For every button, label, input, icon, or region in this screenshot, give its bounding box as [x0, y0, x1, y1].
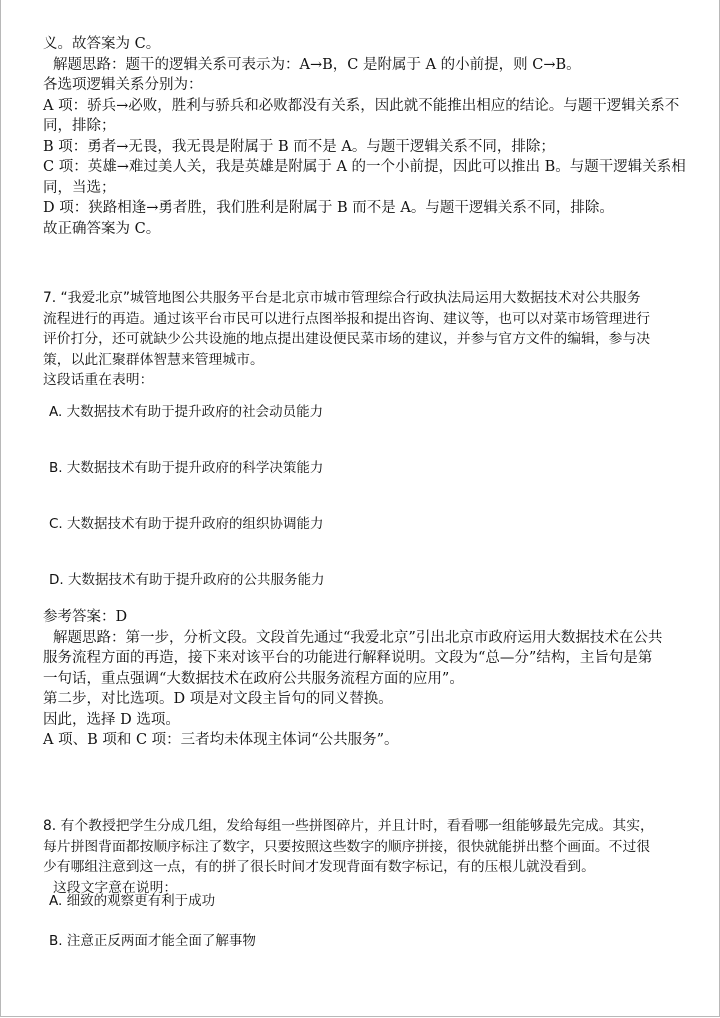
question-8-line: 少有哪组注意到这一点，有的拼了很长时间才发现背面有数字标记，有的压根儿就没看到。: [43, 859, 595, 875]
text-line: D 项：狭路相逢→勇者胜，我们胜利是附属于 B 而不是 A。与题干逻辑关系不同，排除。: [43, 200, 614, 216]
text-line: C 项：英雄→难过美人关，我是英雄是附属于 A 的一个小前提，因此可以推出 B。与题干逻辑关系相: [43, 159, 686, 175]
analysis-line: 解题思路：第一步，分析文段。文段首先通过“我爱北京”引出北京市政府运用大数据技术在公共: [53, 629, 663, 646]
text-line: A 项：骄兵→必败，胜利与骄兵和必败都没有关系，因此就不能推出相应的结论。与题干逻辑关系不: [43, 97, 680, 114]
analysis-line: 第二步，对比选项。D 项是对文段主旨句的同义替换。: [43, 691, 393, 707]
question-7-prompt: 这段话重在表明：: [43, 372, 154, 388]
question-7-line: 评价打分，还可就缺少公共设施的地点提出建设便民菜市场的建议，并参与官方文件的编辑，参与决: [43, 331, 651, 347]
question-8-option-b: B. 注意正反两面才能全面了解事物: [49, 933, 256, 949]
question-8-stem: [43, 816, 683, 898]
question-7-line: 7. “我爱北京”城管地图公共服务平台是北京市城市管理综合行政执法局运用大数据技术对公共服务: [43, 290, 641, 306]
question-7-option-d: D. 大数据技术有助于提升政府的公共服务能力: [49, 572, 325, 588]
question-7-option-a: A. 大数据技术有助于提升政府的社会动员能力: [49, 404, 324, 420]
text-line: 同，排除；: [43, 118, 116, 134]
prev-explanation: [43, 34, 686, 239]
text-line: 故正确答案为 C。: [43, 220, 161, 237]
text-line: 解题思路：题干的逻辑关系可表示为：A→B，C 是附属于 A 的小前提，则 C→B。: [53, 56, 581, 73]
analysis-line: 一句话，重点强调“大数据技术在政府公共服务流程方面的应用”。: [43, 670, 464, 687]
text-line: 各选项逻辑关系分别为：: [43, 77, 203, 93]
question-7-option-c: C. 大数据技术有助于提升政府的组织协调能力: [49, 516, 324, 532]
question-8-line: 每片拼图背面都按顺序标注了数字，只要按照这些数字的顺序拼接，很快就能拼出整个画面。不过很: [43, 838, 651, 855]
question-8-prompt: 这段文字意在说明：: [53, 879, 178, 896]
question-8-option-a: A. 细致的观察更有利于成功: [49, 893, 216, 909]
question-7-stem: [43, 288, 683, 391]
text-line: 同，当选；: [43, 179, 116, 196]
question-7-option-b: B. 大数据技术有助于提升政府的科学决策能力: [49, 460, 324, 476]
question-8-line: 8. 有个教授把学生分成几组，发给每组一些拼图碎片，并且计时，看看哪一组能够最先完成。其实，: [43, 818, 654, 834]
answer-line: 参考答案：D: [43, 609, 128, 625]
analysis-line: 因此，选择 D 选项。: [43, 711, 180, 728]
text-line: 义。故答案为 C。: [43, 36, 161, 52]
question-7-line: 流程进行的再造。通过该平台市民可以进行点图举报和提出咨询、建议等，也可以对菜市场管理进行: [43, 310, 651, 327]
analysis-line: A 项、B 项和 C 项：三者均未体现主体词“公共服务”。: [43, 732, 399, 748]
text-line: B 项：勇者→无畏，我无畏是附属于 B 而不是 A。与题干逻辑关系不同，排除；: [43, 138, 555, 155]
question-7-line: 策，以此汇聚群体智慧来管理城市。: [43, 351, 264, 368]
question-7-analysis: [43, 607, 683, 751]
analysis-line: 服务流程方面的再造，接下来对该平台的功能进行解释说明。文段为“总—分”结构，主旨句是第: [43, 650, 653, 666]
